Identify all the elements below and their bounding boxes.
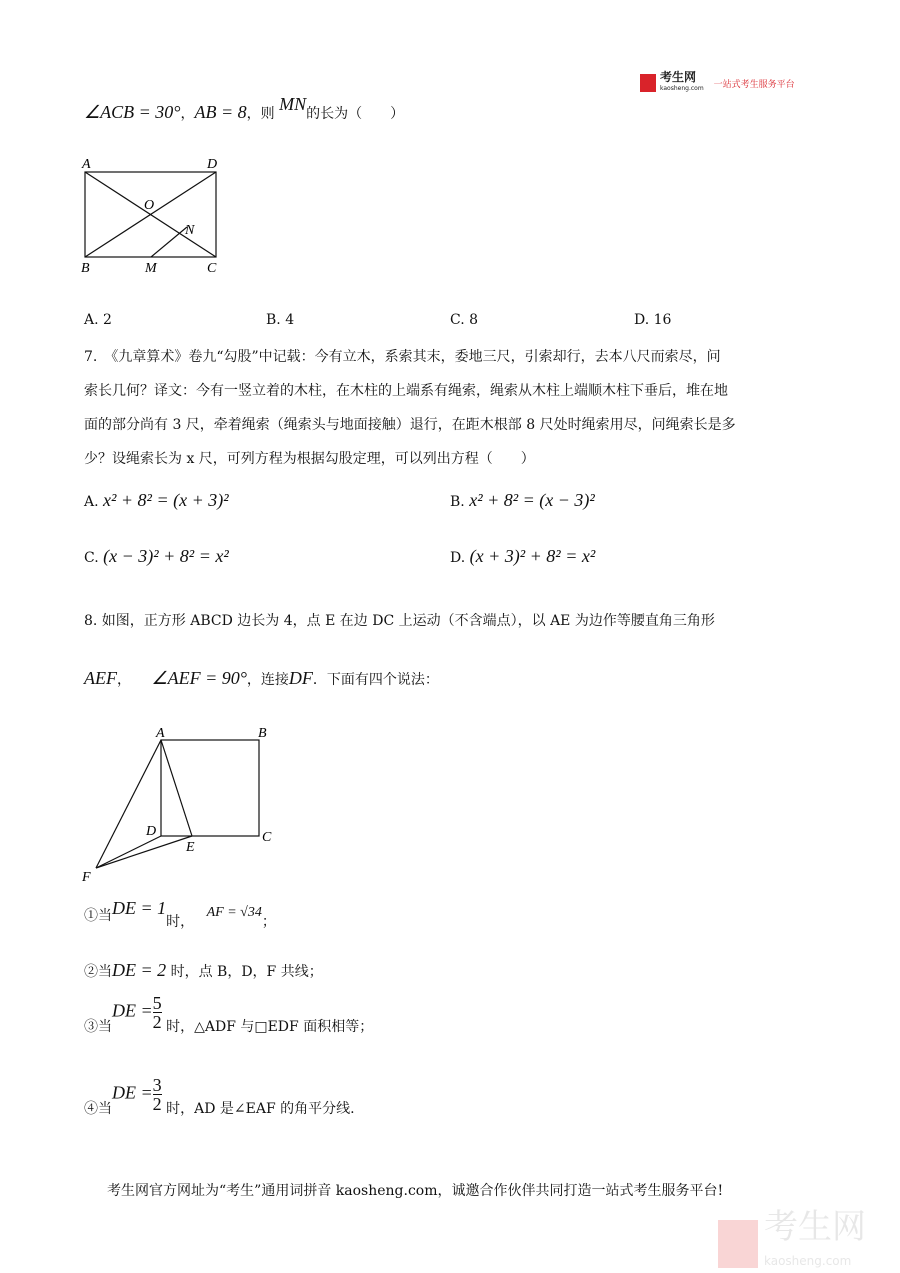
- option-label: D.: [450, 550, 466, 566]
- text: ，: [117, 672, 131, 688]
- text: ；: [261, 914, 276, 930]
- text: ．下面有四个说法：: [312, 672, 439, 688]
- q7-option-d: [450, 546, 595, 567]
- label-n: N: [185, 223, 195, 238]
- statement-1: [84, 898, 276, 930]
- fraction: [153, 1076, 162, 1113]
- math: MN: [279, 94, 307, 114]
- math: (x − 3)² + 8² = x²: [103, 546, 229, 566]
- fraction: [153, 994, 162, 1031]
- watermark-domain: kaosheng.com: [764, 1254, 852, 1268]
- math: DE = 1: [112, 898, 167, 918]
- header-logo: [640, 72, 795, 94]
- text: ，连接: [246, 672, 289, 688]
- q7-line: 7. 《九章算术》卷九“勾股”中记载：今有立木，系索其末，委地三尺，引索却行，去本八尺而索尽，问: [84, 349, 721, 365]
- denominator: 2: [152, 1094, 162, 1114]
- q7-option-c: [84, 546, 229, 567]
- logo-icon: [640, 74, 656, 92]
- q7-option-a: [84, 490, 229, 511]
- label-d: D: [207, 157, 218, 172]
- math: DE =: [112, 1082, 153, 1103]
- math: AB = 8: [194, 102, 247, 122]
- statement-3: [84, 993, 374, 1035]
- q8-figure: [0, 700, 300, 890]
- q6-option-d: D. 16: [634, 312, 672, 328]
- slogan: 一站式考生服务平台: [713, 79, 795, 90]
- math: DF: [288, 668, 313, 688]
- label-c: C: [262, 830, 272, 845]
- label-e: E: [186, 840, 195, 855]
- label-b: B: [81, 261, 90, 276]
- q6-figure: [0, 0, 300, 290]
- text: 的长为（ ）: [306, 106, 405, 122]
- math: (x + 3)² + 8² = x²: [469, 546, 596, 566]
- label-f: F: [82, 870, 91, 885]
- math: ∠AEF = 90°: [151, 668, 247, 688]
- math: AEF: [84, 668, 117, 688]
- q7-line: 少？设绳索长为 x 尺，可列方程为根据勾股定理，可以列出方程（ ）: [84, 451, 535, 467]
- numerator: 3: [152, 1075, 162, 1095]
- text: 时，点 B，D，F 共线；: [170, 964, 323, 980]
- label-m: M: [145, 261, 157, 276]
- text: ，则: [246, 106, 275, 122]
- label-a: A: [82, 157, 91, 172]
- q7-line: 索长几何？译文：今有一竖立着的木柱，在木柱的上端系有绳索，绳索从木柱上端顺木柱下垂后，堆在地: [84, 383, 728, 399]
- label-d: D: [146, 824, 157, 839]
- numerator: 5: [152, 993, 162, 1013]
- label-a: A: [156, 726, 165, 741]
- text: ③当: [84, 1018, 112, 1035]
- text: ，: [180, 106, 195, 122]
- math: x² + 8² = (x − 3)²: [469, 490, 595, 510]
- logo-domain: kaosheng.com: [660, 85, 704, 92]
- math: x² + 8² = (x + 3)²: [103, 490, 229, 510]
- label-o: O: [144, 198, 155, 213]
- q6-option-b: B. 4: [266, 312, 295, 328]
- watermark-name: 考生网: [764, 1207, 866, 1247]
- option-label: B.: [450, 494, 465, 510]
- option-label: C.: [84, 550, 99, 566]
- label-b: B: [258, 726, 267, 741]
- option-label: A.: [84, 494, 99, 510]
- text: 时，△ADF 与□EDF 面积相等；: [166, 1018, 374, 1035]
- q7-line: 面的部分尚有 3 尺，牵着绳索（绳索头与地面接触）退行，在距木根部 8 尺处时绳索用尽，问绳索长是多: [84, 417, 736, 433]
- math: ∠ACB = 30°: [84, 102, 181, 122]
- text: ④当: [84, 1100, 112, 1117]
- label-c: C: [207, 261, 217, 276]
- logo-icon: [718, 1220, 758, 1268]
- logo-name: 考生网: [660, 70, 697, 84]
- watermark-logo: [718, 1207, 866, 1273]
- text: ②当: [84, 964, 112, 980]
- q6-option-c: C. 8: [450, 312, 479, 328]
- denominator: 2: [152, 1012, 162, 1032]
- math: DE = 2: [112, 960, 167, 980]
- statement-4: [84, 1075, 355, 1117]
- math: AF = √34: [206, 905, 262, 920]
- q6-option-a: A. 2: [84, 312, 112, 328]
- q8-line2: [84, 668, 439, 689]
- q7-option-b: [450, 490, 595, 511]
- q8-line: 8. 如图，正方形 ABCD 边长为 4，点 E 在边 DC 上运动（不含端点），以 AE 为边作等腰直角三角形: [84, 613, 715, 629]
- text: 时，: [166, 914, 195, 930]
- statement-2: [84, 960, 323, 981]
- footer-text: 考生网官方网址为“考生”通用词拼音 kaosheng.com，诚邀合作伙伴共同打造一站式考生服务平台!: [107, 1183, 724, 1199]
- text: ①当: [84, 908, 112, 924]
- math: DE =: [112, 1000, 153, 1021]
- text: 时，AD 是∠EAF 的角平分线.: [166, 1100, 355, 1117]
